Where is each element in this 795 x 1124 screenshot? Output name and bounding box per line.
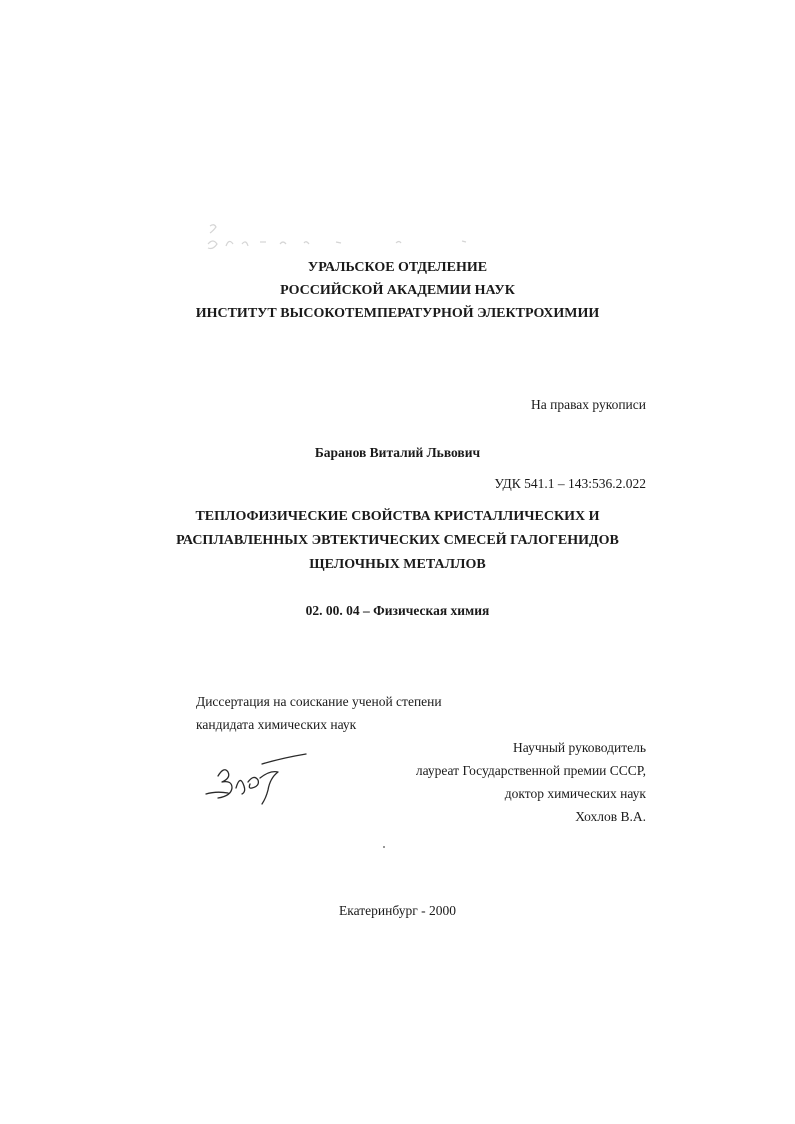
faint-stamp-mark [196,214,476,264]
dissertation-line-2: кандидата химических наук [196,717,357,732]
manuscript-note: На правах рукописи [530,397,646,412]
dissertation-line-1: Диссертация на соискание ученой степени [196,694,442,709]
author-name: Баранов Виталий Львович [314,445,481,460]
header-line-2: РОССИЙСКОЙ АКАДЕМИИ НАУК [280,283,515,298]
title-line-3: ЩЕЛОЧНЫХ МЕТАЛЛОВ [309,557,486,572]
speck-mark [383,846,385,848]
specialty: 02. 00. 04 – Физическая химия [305,603,490,618]
footer-city-year: Екатеринбург - 2000 [339,903,456,918]
header-line-1: УРАЛЬСКОЕ ОТДЕЛЕНИЕ [307,260,488,275]
supervisor-line-3: доктор химических наук [504,786,646,801]
supervisor-line-1: Научный руководитель [513,740,646,755]
supervisor-line-4: Хохлов В.А. [575,809,646,824]
title-line-1: ТЕПЛОФИЗИЧЕСКИЕ СВОЙСТВА КРИСТАЛЛИЧЕСКИХ И [195,509,600,524]
udc-code: УДК 541.1 – 143:536.2.022 [494,476,646,491]
header-line-3: ИНСТИТУТ ВЫСОКОТЕМПЕРАТУРНОЙ ЭЛЕКТРОХИМИИ [195,306,600,321]
title-line-2: РАСПЛАВЛЕННЫХ ЭВТЕКТИЧЕСКИХ СМЕСЕЙ ГАЛОГЕНИДОВ [176,533,619,548]
supervisor-line-2: лауреат Государственной премии СССР, [415,763,646,778]
handwritten-signature [196,748,326,808]
